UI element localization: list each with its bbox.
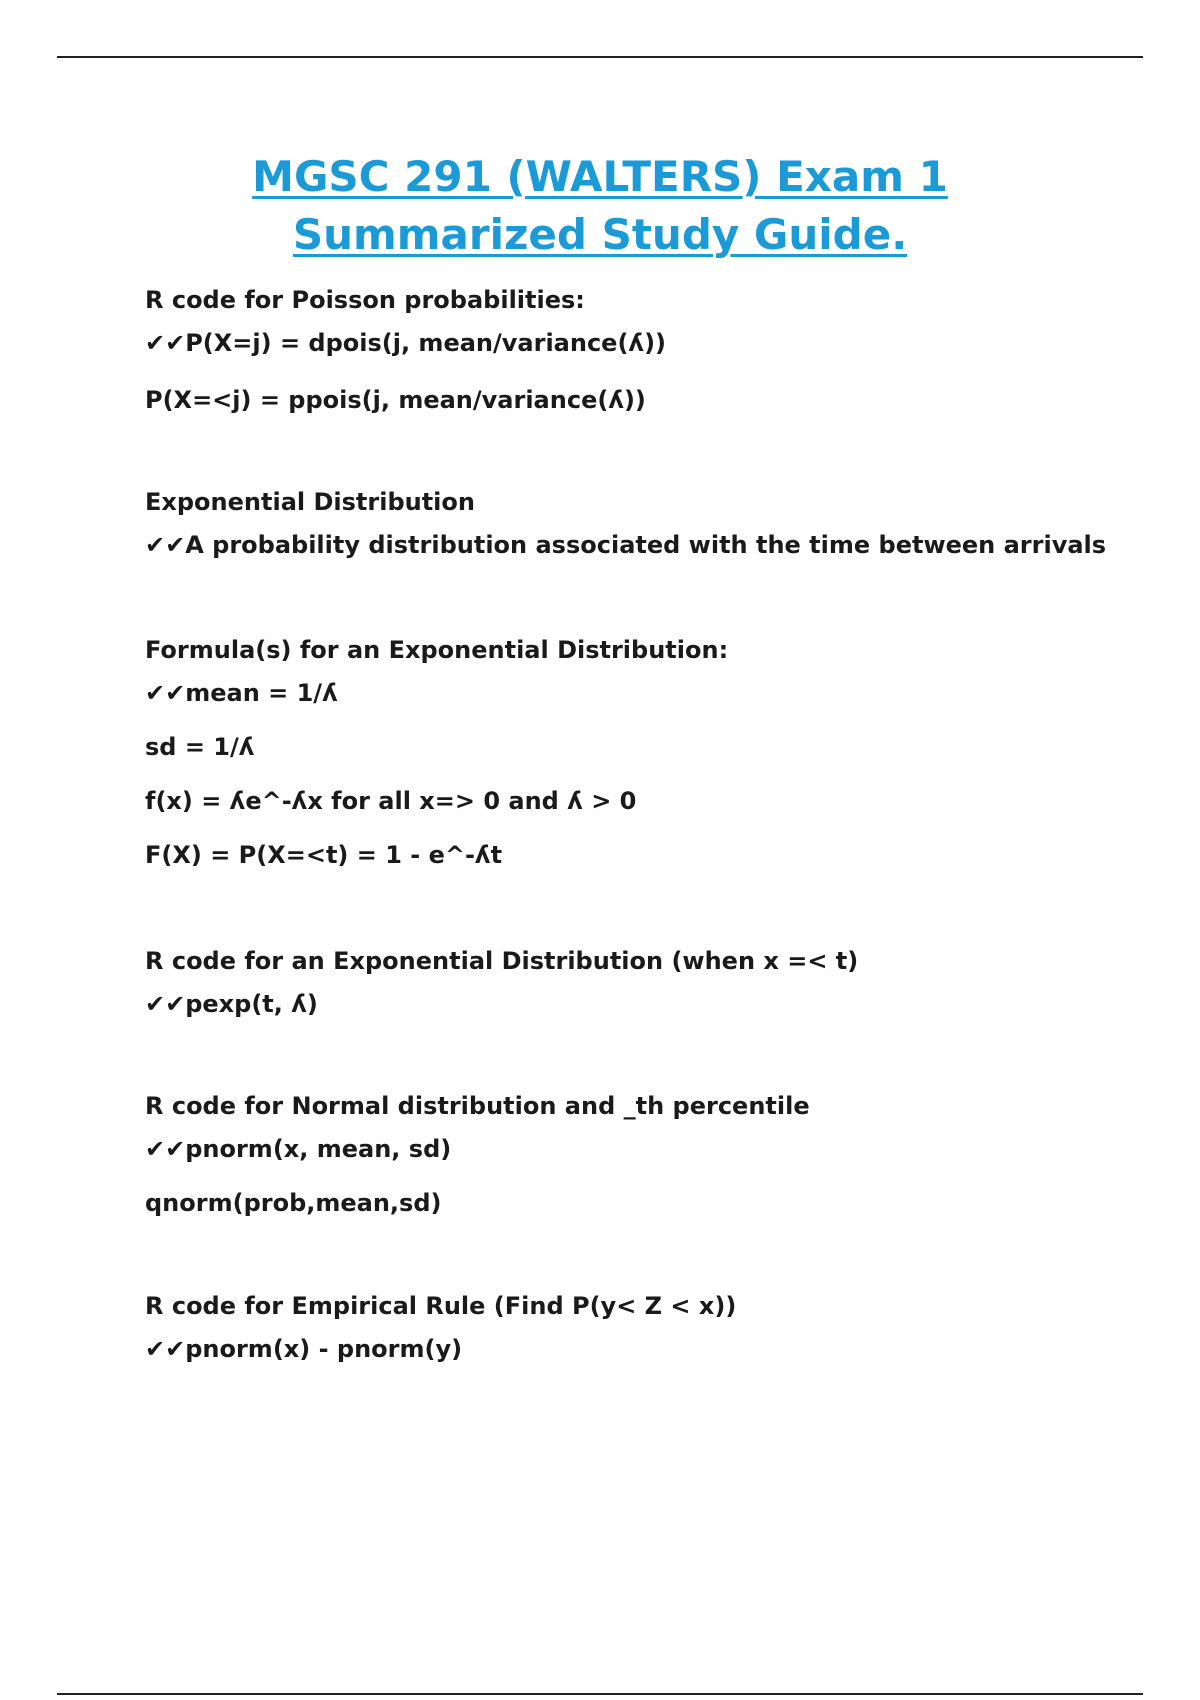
section-answer: F(X) = P(X=<t) = 1 - e^-ʎt [145,841,503,869]
top-rule [57,56,1143,58]
section-answer: ✔✔P(X=j) = dpois(j, mean/variance(ʎ)) [145,329,667,357]
section-answer: sd = 1/ʎ [145,733,255,761]
title-line-1: MGSC 291 (WALTERS) Exam 1 [252,152,948,201]
section-question: R code for Normal distribution and _th percentile [145,1092,810,1120]
section-answer: ✔✔pnorm(x) - pnorm(y) [145,1335,463,1363]
document-title [0,148,1200,264]
section-question: Exponential Distribution [145,488,475,516]
section-question: R code for Empirical Rule (Find P(y< Z < x)) [145,1292,737,1320]
section-question: R code for Poisson probabilities: [145,286,585,314]
section-question: Formula(s) for an Exponential Distribution: [145,636,729,664]
section-answer: ✔✔pnorm(x, mean, sd) [145,1135,452,1163]
bottom-rule [57,1693,1143,1695]
section-answer: P(X=<j) = ppois(j, mean/variance(ʎ)) [145,386,646,414]
title-line-2: Summarized Study Guide. [292,210,908,259]
section-answer: f(x) = ʎe^-ʎx for all x=> 0 and ʎ > 0 [145,787,637,815]
section-answer: ✔✔pexp(t, ʎ) [145,990,318,1018]
section-answer: qnorm(prob,mean,sd) [145,1189,442,1217]
section-answer: ✔✔A probability distribution associated with the time between arrivals [145,531,1107,559]
section-answer: ✔✔mean = 1/ʎ [145,679,338,707]
section-question: R code for an Exponential Distribution (when x =< t) [145,947,859,975]
